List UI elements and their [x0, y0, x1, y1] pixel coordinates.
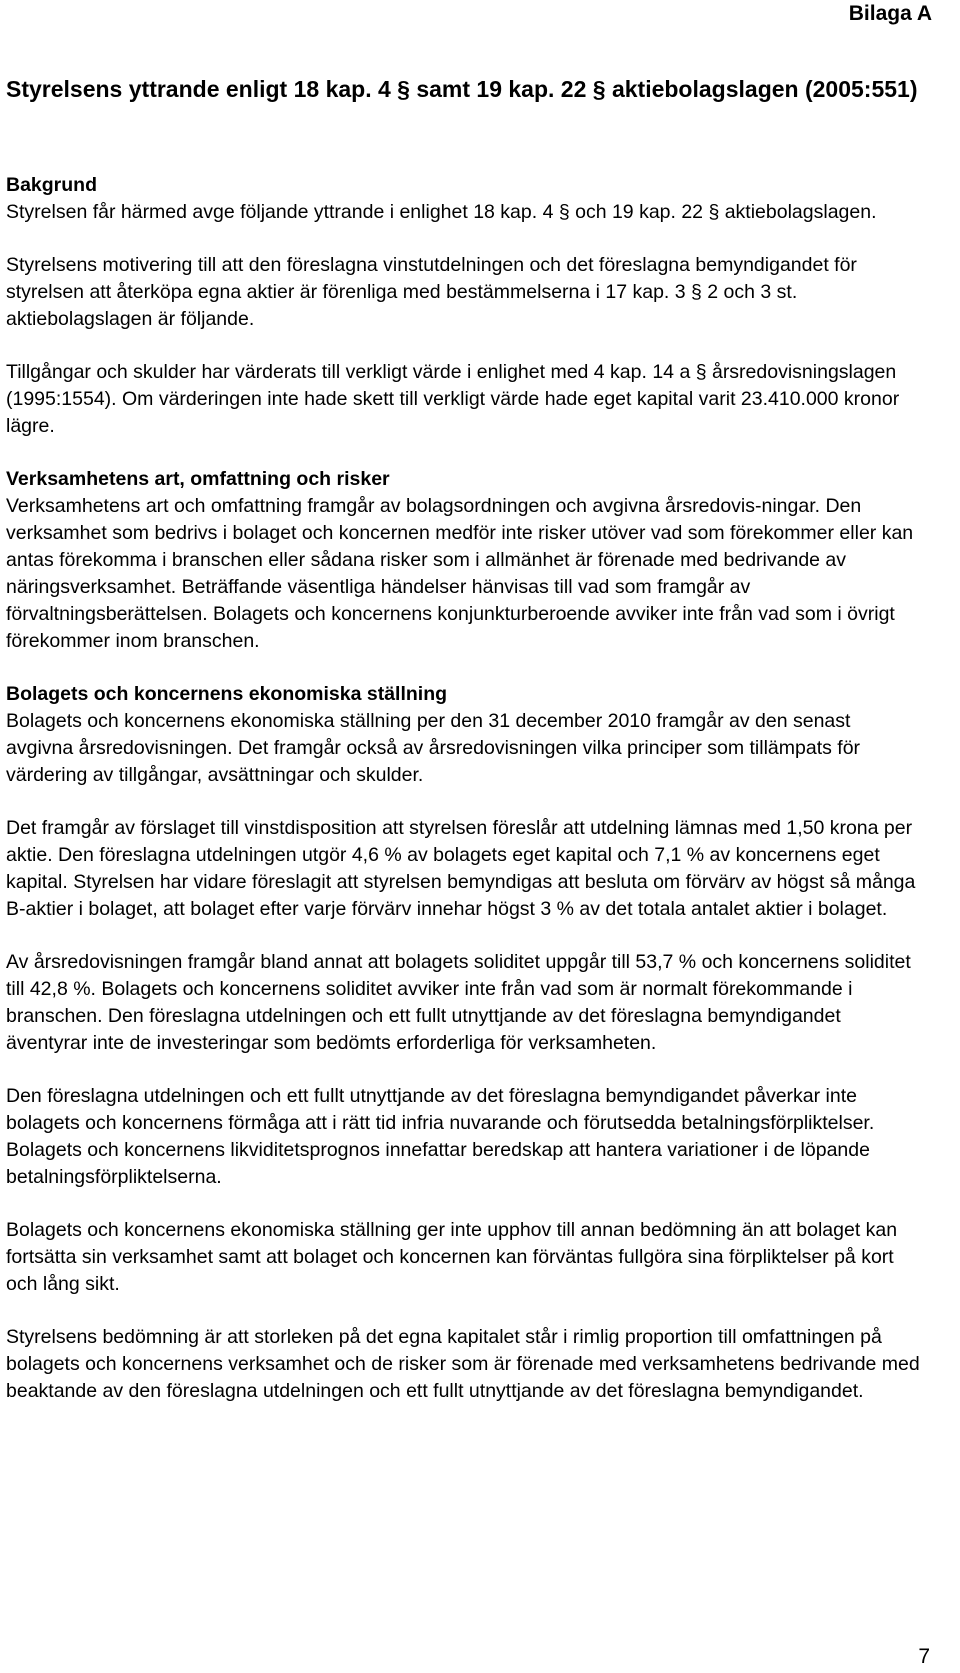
section-verksamhet — [6, 466, 921, 655]
section-heading: Bakgrund — [6, 174, 98, 196]
paragraph: Styrelsens motivering till att den föreslagna vinstutdelningen och det föreslagna bemyndigandet för styrelsen att återköpa egna aktier är förenliga med bestämmelserna i 17 kap. 3 § 2 och 3 st. aktiebolagslagen är följande. — [6, 254, 857, 330]
paragraph: Bolagets och koncernens ekonomiska ställning per den 31 december 2010 framgår av den senast avgivna årsredovisningen. Det framgår också av årsredovisningen vilka principer som tillämpats för värdering av tillgångar, avsättningar och skulder. — [6, 710, 861, 786]
document-title: Styrelsens yttrande enligt 18 kap. 4 § samt 19 kap. 22 § aktiebolagslagen (2005:551) — [6, 76, 918, 102]
paragraph: Den föreslagna utdelningen och ett fullt utnyttjande av det föreslagna bemyndigandet påverkar inte bolagets och koncernens förmåga att i rätt tid infria nuvarande och förutsedda betalningsförpliktelser. Bolagets och koncernens likviditetsprognos innefattar beredskap att hantera variationer i de löpande betalningsförpliktelserna. — [6, 1085, 875, 1188]
paragraph: Verksamhetens art och omfattning framgår av bolagsordningen och avgivna årsredovis-ningar. Den verksamhet som bedrivs i bolaget och koncernen medför inte risker utöver vad som förekommer eller kan antas förekomma i branschen eller sådana risker som i allmänhet är förenade med bedrivande av näringsverksamhet. Beträffande väsentliga händelser hänvisas till vad som framgår av förvaltningsberättelsen. Bolagets och koncernens konjunkturberoende avviker inte från vad som i övrigt förekommer inom branschen. — [6, 495, 914, 652]
paragraph: Styrelsens bedömning är att storleken på det egna kapitalet står i rimlig proportion till omfattningen på bolagets och koncernens verksamhet och de risker som är förenade med verksamhetens bedrivande med beaktande av den föreslagna utdelningen och ett fullt utnyttjande av det föreslagna bemyndigandet. — [6, 1326, 920, 1402]
document-body — [6, 74, 921, 1405]
paragraph: Tillgångar och skulder har värderats till verkligt värde i enlighet med 4 kap. 14 a § årsredovisningslagen (1995:1554). Om värderingen inte hade skett till verkligt värde hade eget kapital varit 23.410.000 kronor lägre. — [6, 361, 900, 437]
page-number: 7 — [918, 1645, 930, 1668]
section-bakgrund — [6, 172, 921, 440]
section-ekonomisk-stallning — [6, 681, 921, 1405]
section-heading: Verksamhetens art, omfattning och risker — [6, 468, 390, 490]
section-heading: Bolagets och koncernens ekonomiska ställning — [6, 683, 448, 705]
paragraph: Styrelsen får härmed avge följande yttrande i enlighet 18 kap. 4 § och 19 kap. 22 § aktiebolagslagen. — [6, 201, 877, 223]
paragraph: Det framgår av förslaget till vinstdisposition att styrelsen föreslår att utdelning lämnas med 1,50 krona per aktie. Den föreslagna utdelningen utgör 4,6 % av bolagets eget kapital och 7,1 % av koncernens eget kapital. Styrelsen har vidare föreslagit att styrelsen bemyndigas att besluta om förvärv av högst så många B-aktier i bolaget, att bolaget efter varje förvärv innehar högst 3 % av det totala antalet aktier i bolaget. — [6, 817, 916, 920]
appendix-label: Bilaga A — [848, 2, 932, 25]
paragraph: Av årsredovisningen framgår bland annat att bolagets soliditet uppgår till 53,7 % och koncernens soliditet till 42,8 %. Bolagets och koncernens soliditet avviker inte från vad som är normalt förekommande i branschen. Den föreslagna utdelningen och ett fullt utnyttjande av det föreslagna bemyndigandet äventyrar inte de investeringar som bedömts erforderliga för verksamheten. — [6, 951, 911, 1054]
paragraph: Bolagets och koncernens ekonomiska ställning ger inte upphov till annan bedömning än att bolaget kan fortsätta sin verksamhet samt att bolaget och koncernen kan förväntas fullgöra sina förpliktelser på kort och lång sikt. — [6, 1219, 898, 1295]
